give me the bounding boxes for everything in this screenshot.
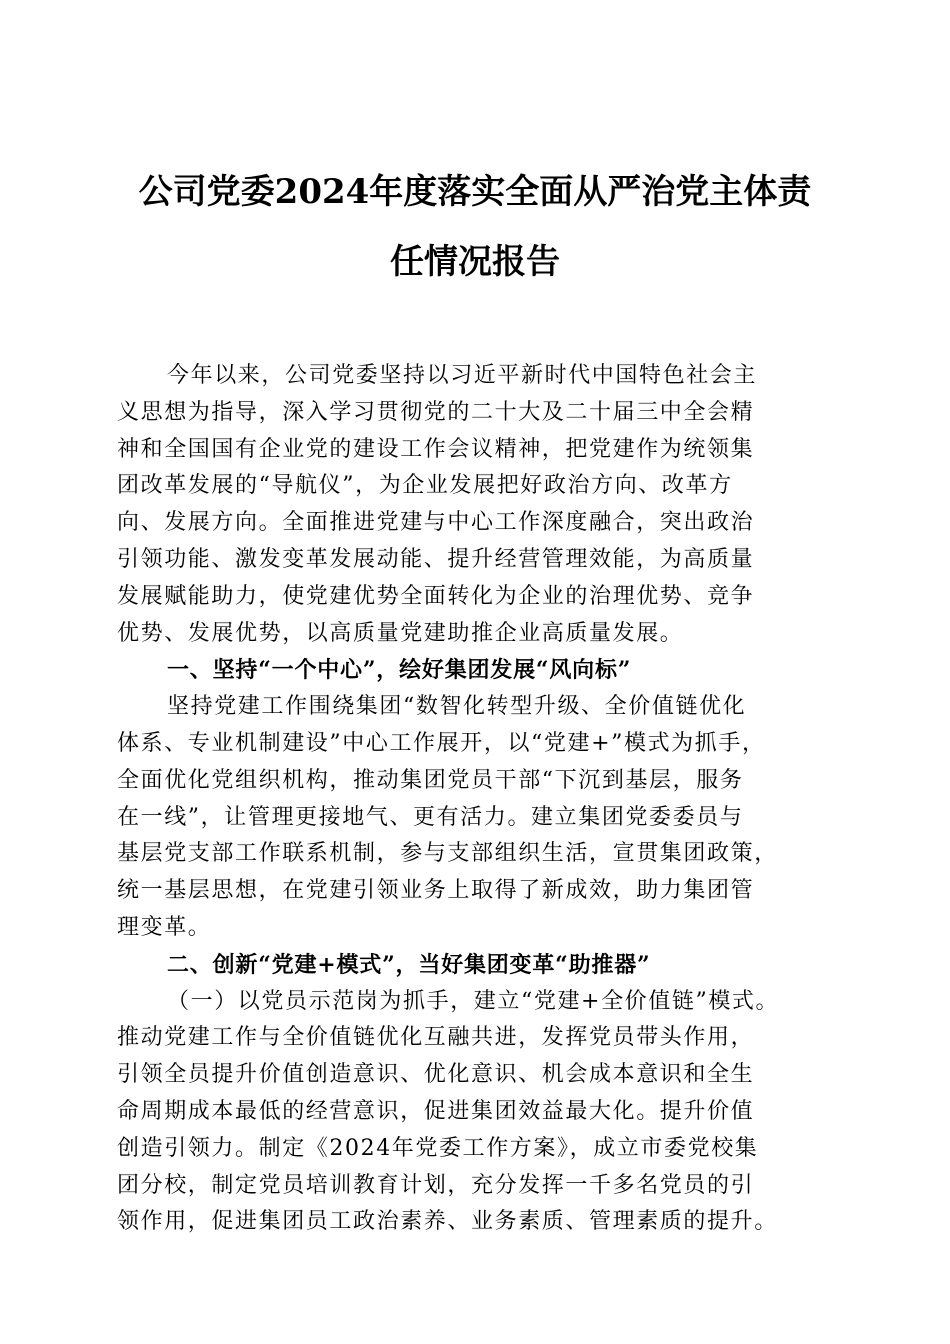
section-heading-2: 二、创新“党建+模式”，当好集团变革“助推器”	[167, 951, 651, 978]
paragraph-line: 统一基层思想，在党建引领业务上取得了新成效，助力集团管	[117, 878, 755, 904]
paragraph-line: 领作用，促进集团员工政治素养、业务素质、管理素质的提升。	[117, 1209, 778, 1235]
paragraph-line: 义思想为指导，深入学习贯彻党的二十大及二十届三中全会精	[117, 399, 755, 425]
paragraph-line: 团改革发展的“导航仪”，为企业发展把好政治方向、改革方	[117, 473, 733, 499]
document-title-line-2: 任情况报告	[390, 242, 560, 282]
paragraph-line: 坚持党建工作围绕集团“数智化转型升级、全价值链优化	[167, 694, 747, 720]
paragraph-line: 全面优化党组织机构，推动集团党员干部“下沉到基层，服务	[117, 767, 744, 793]
paragraph-intro	[117, 358, 833, 652]
paragraph-section-1	[117, 689, 833, 947]
paragraph-line: 引领全员提升价值创造意识、优化意识、机会成本意识和全生	[117, 1062, 755, 1088]
paragraph-line: 优势、发展优势，以高质量党建助推企业高质量发展。	[117, 620, 684, 646]
paragraph-line: 基层党支部工作联系机制，参与支部组织生活，宣贯集团政策，	[117, 841, 778, 867]
paragraph-line: 命周期成本最低的经营意识，促进集团效益最大化。提升价值	[117, 1098, 755, 1124]
document-body	[117, 358, 833, 1241]
paragraph-line: 创造引领力。制定《2024年党委工作方案》，成立市委党校集	[117, 1135, 759, 1161]
paragraph-line: （一）以党员示范岗为抓手，建立“党建+全价值链”模式。	[167, 988, 780, 1014]
section-heading-1: 一、坚持“一个中心”，绘好集团发展“风向标”	[167, 657, 632, 684]
paragraph-line: 向、发展方向。全面推进党建与中心工作深度融合，突出政治	[117, 510, 755, 536]
paragraph-line: 理变革。	[117, 914, 212, 940]
paragraph-line: 推动党建工作与全价值链优化互融共进，发挥党员带头作用，	[117, 1025, 755, 1051]
paragraph-line: 神和全国国有企业党的建设工作会议精神，把党建作为统领集	[117, 436, 755, 462]
paragraph-line: 发展赋能助力，使党建优势全面转化为企业的治理优势、竞争	[117, 583, 755, 609]
paragraph-line: 体系、专业机制建设”中心工作展开，以“党建+”模式为抓手，	[117, 730, 766, 756]
paragraph-line: 团分校，制定党员培训教育计划，充分发挥一千多名党员的引	[117, 1172, 755, 1198]
paragraph-line: 在一线”，让管理更接地气、更有活力。建立集团党委委员与	[117, 804, 744, 830]
paragraph-section-2-1	[117, 984, 833, 1242]
paragraph-line: 引领功能、激发变革发展动能、提升经营管理效能，为高质量	[117, 546, 755, 572]
paragraph-line: 今年以来，公司党委坚持以习近平新时代中国特色社会主	[167, 363, 758, 388]
document-title-line-1: 公司党委2024年度落实全面从严治党主体责	[138, 172, 812, 212]
